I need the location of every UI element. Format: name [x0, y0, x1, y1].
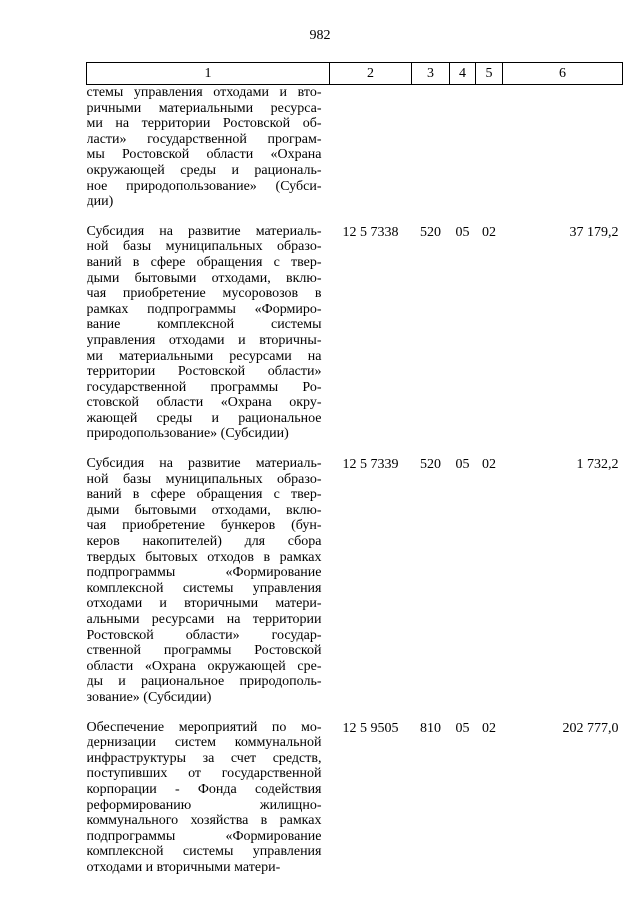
description-line: подпрограммы «Формирование — [86, 565, 322, 581]
description-line: области «Охрана окружающей сре- — [86, 658, 322, 674]
description-line: поступивших от государственной — [86, 766, 322, 782]
description-line: дыми бытовыми отходами, вклю- — [86, 502, 322, 518]
description-line: управления отходами и вторичны- — [86, 332, 322, 348]
description-line: реформированию жилищно- — [86, 797, 322, 813]
description-line: подпрограммы «Формирование — [86, 828, 322, 844]
description-line: природопользование» (Субсидии) — [86, 426, 289, 442]
description-line: государственной программы Ро- — [86, 379, 322, 395]
column-header-1: 1 — [87, 63, 330, 85]
description-line: альными ресурсами на территории — [86, 612, 322, 627]
row-subsection: 02 — [482, 720, 496, 736]
row-section: 05 — [455, 720, 470, 736]
row-expense-type: 520 — [420, 224, 441, 240]
column-header-4: 4 — [450, 63, 476, 85]
description-line: отходами и вторичными матери- — [86, 596, 322, 612]
description-line: комплексной системы управления — [86, 580, 322, 596]
description-line: чая приобретение бункеров (бун- — [86, 518, 322, 534]
description-line: жающей среды и рациональное — [86, 410, 322, 426]
description-line: дыми бытовыми отходами, вклю- — [86, 270, 322, 286]
row-description — [87, 456, 330, 720]
budget-table — [86, 62, 623, 890]
description-line: ной базы муниципальных образо- — [86, 239, 322, 255]
description-line: ное природопользование» (Субси- — [86, 178, 322, 194]
description-line: мы Ростовской области «Охрана — [86, 147, 322, 163]
row-code: 12 5 7339 — [342, 457, 399, 473]
row-description — [87, 224, 330, 456]
row-code — [330, 85, 412, 224]
row-expense-type — [412, 85, 450, 224]
description-line: дернизации систем коммунальной — [86, 735, 322, 751]
description-line: ваний в сфере обращения с твер- — [86, 254, 322, 270]
table-row — [87, 456, 623, 720]
description-line: чая приобретение мусоровозов в — [86, 286, 322, 302]
row-section: 05 — [455, 224, 470, 240]
column-header-2: 2 — [330, 63, 412, 85]
row-code: 12 5 9505 — [342, 720, 399, 736]
description-line: стемы управления отходами и вто- — [86, 85, 322, 100]
description-line: ми материальными ресурсами на — [86, 348, 322, 364]
row-section — [450, 85, 476, 224]
table-row — [87, 85, 623, 224]
description-line: инфраструктуры за счет средств, — [86, 750, 322, 766]
description-line: коммунального хозяйства в рамках — [86, 813, 322, 829]
description-line: ласти» государственной програм- — [86, 131, 322, 147]
description-line: рамках подпрограммы «Формиро- — [86, 301, 322, 317]
row-section: 05 — [455, 457, 470, 473]
description-line: Ростовской области» государ- — [86, 627, 322, 643]
description-line: ричными материальными ресурса- — [86, 100, 322, 116]
table-header-row — [87, 63, 623, 85]
description-line: зование» (Субсидии) — [86, 689, 212, 705]
description-line: твердых бытовых отходов в рамках — [86, 549, 322, 565]
table-row — [87, 720, 623, 890]
description-line: ми на территории Ростовской об- — [86, 116, 322, 132]
description-line: комплексной системы управления — [86, 844, 322, 860]
description-line: территории Ростовской области» — [86, 364, 322, 380]
description-line: Обеспечение мероприятий по мо- — [86, 719, 322, 735]
row-subsection: 02 — [482, 224, 496, 240]
row-expense-type: 810 — [420, 720, 441, 736]
column-header-5: 5 — [476, 63, 503, 85]
table-row — [87, 224, 623, 456]
description-line: керов накопителей) для сбора — [86, 534, 322, 550]
table-body — [87, 85, 623, 890]
row-description — [87, 720, 330, 890]
page-number: 982 — [309, 28, 331, 43]
description-line: отходами и вторичными матери- — [86, 859, 281, 875]
description-line: окружающей среды и рациональ- — [86, 162, 322, 178]
row-description — [87, 85, 330, 224]
row-code: 12 5 7338 — [342, 224, 399, 240]
description-line: стовской области «Охрана окру- — [86, 395, 322, 411]
description-line: Субсидия на развитие материаль- — [86, 223, 322, 239]
row-subsection: 02 — [482, 457, 496, 473]
row-subsection — [476, 85, 503, 224]
description-line: Субсидия на развитие материаль- — [86, 456, 322, 472]
row-amount: 1 732,2 — [576, 457, 619, 473]
row-amount — [503, 85, 623, 224]
description-line: корпорации - Фонда содействия — [86, 781, 322, 797]
description-line: ваний в сфере обращения с твер- — [86, 487, 322, 503]
description-line: ды и рациональное природополь- — [86, 674, 322, 690]
description-line: ной базы муниципальных образо- — [86, 471, 322, 487]
row-amount: 37 179,2 — [569, 224, 619, 240]
description-line: вание комплексной системы — [86, 317, 322, 333]
description-line: ственной программы Ростовской — [86, 643, 322, 659]
column-header-3: 3 — [412, 63, 450, 85]
row-amount: 202 777,0 — [562, 720, 619, 736]
column-header-6: 6 — [503, 63, 623, 85]
row-expense-type: 520 — [420, 457, 441, 473]
description-line: дии) — [86, 194, 114, 210]
